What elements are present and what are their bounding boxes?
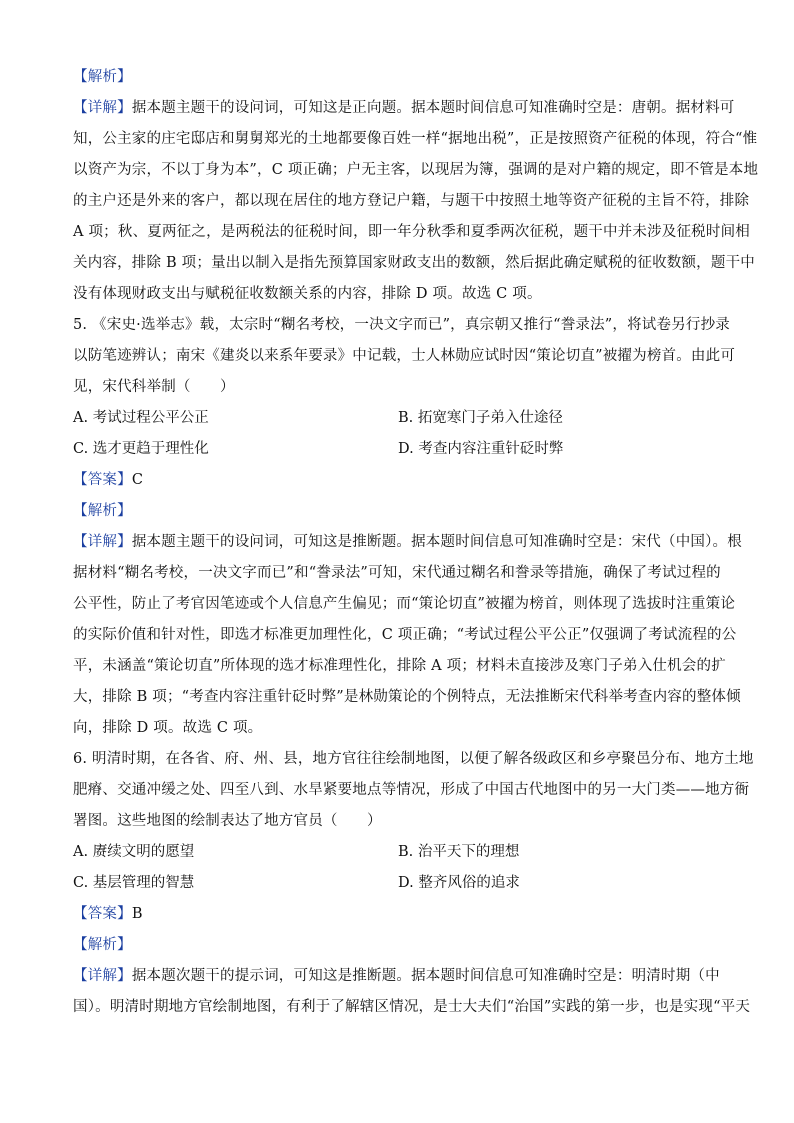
text-line: 国）。明清时期地方官绘制地图，有利于了解辖区情况，是士大夫们“治国”实践的第一步，也是实现“平天	[73, 999, 751, 1015]
q5-options-row	[73, 434, 723, 465]
q5-option-a: A. 考试过程公平公正	[73, 410, 209, 426]
q6-analysis-heading: 【解析】	[73, 937, 132, 953]
q5-stem-line: 以防笔迹辨认；南宋《建炎以来系年要录》中记载，士人林勋应试时因“策论切直”被擢为榜首。由此可	[73, 348, 736, 364]
text-line: 【详解】据本题主题干的设问词，可知这是推断题。据本题时间信息可知准确时空是：宋代（中国）。根	[73, 534, 742, 550]
document-page	[73, 62, 759, 1023]
q6-stem-line: 署图。这些地图的绘制表达了地方官员（ ）	[73, 813, 382, 829]
q5-option-d: D. 考查内容注重针砭时弊	[398, 441, 564, 457]
q6-answer: 【答案】B	[73, 906, 143, 922]
text-line: 的实际价值和针对性，即选才标准更加理性化，C 项正确；“考试过程公平公正”仅强调了考试流程的公	[73, 627, 737, 643]
text-line: 公平性，防止了考官因笔迹或个人信息产生偏见；而“策论切直”被擢为榜首，则体现了选拔时注重策论	[73, 596, 736, 612]
text-line: 向，排除 D 项。故选 C 项。	[73, 720, 263, 736]
detail-tag: 【详解】	[73, 534, 132, 550]
detail-tag: 【详解】	[73, 100, 132, 116]
q6-options-row	[73, 868, 723, 899]
text-line: 据材料“糊名考校，一决文字而已”和“誊录法”可知，宋代通过糊名和誊录等措施，确保了考试过程的	[73, 565, 721, 581]
q5-option-c: C. 选才更趋于理性化	[73, 441, 209, 457]
text-line: 【详解】据本题次题干的提示词，可知这是推断题。据本题时间信息可知准确时空是：明清时期（中	[73, 968, 720, 984]
detail-tag: 【详解】	[73, 968, 132, 984]
text-line: 平，未涵盖“策论切直”所体现的选才标准理性化，排除 A 项；材料未直接涉及寒门子弟入仕机会的扩	[73, 658, 726, 674]
text-line: 的主户还是外来的客户，都以现在居住的地方登记户籍，与题干中按照土地等资产征税的主旨不符，排除	[73, 193, 750, 209]
q5-analysis-heading: 【解析】	[73, 503, 132, 519]
question-6	[73, 744, 754, 1023]
text-line: 关内容，排除 B 项；量出以制入是指先预算国家财政支出的数额，然后据此确定赋税的征收数额，题干中	[73, 255, 755, 271]
analysis-heading: 【解析】	[73, 69, 132, 85]
q6-options-row	[73, 837, 723, 868]
q5-options-row	[73, 403, 723, 434]
q6-option-b: B. 治平天下的理想	[398, 844, 520, 860]
q6-stem-line: 肥瘠、交通冲缓之处、四至八到、水旱紧要地点等情况，形成了中国古代地图中的另一大门类——地方衙	[73, 782, 750, 798]
q6-option-c: C. 基层管理的智慧	[73, 875, 195, 891]
text-line: 知，公主家的庄宅邸店和舅舅郑光的土地都要像百姓一样“据地出税”，正是按照资产征税的体现，符合“惟	[73, 131, 758, 147]
text-line: 【详解】据本题主题干的设问词，可知这是正向题。据本题时间信息可知准确时空是：唐朝。据材料可	[73, 100, 735, 116]
q5-stem-line: 见，宋代科举制（ ）	[73, 379, 235, 395]
q5-stem-line: 5. 《宋史·选举志》载，太宗时“糊名考校，一决文字而已”，真宗朝又推行“誊录法”，将试卷另行抄录	[73, 317, 731, 333]
q5-answer: 【答案】C	[73, 472, 144, 488]
q5-option-b: B. 拓宽寒门子弟入仕途径	[398, 410, 563, 426]
text-line: 没有体现财政支出与赋税征收数额关系的内容，排除 D 项。故选 C 项。	[73, 286, 542, 302]
q6-stem-line: 6. 明清时期，在各省、府、州、县，地方官往往绘制地图，以便了解各级政区和乡亭聚邑分布、地方土地	[73, 751, 754, 767]
text-line: A 项；秋、夏两征之，是两税法的征税时间，即一年分秋季和夏季两次征税，题干中并未涉及征税时间相	[73, 224, 750, 240]
text-line: 大，排除 B 项；“考查内容注重针砭时弊”是林勋策论的个例特点，无法推断宋代科举考查内容的整体倾	[73, 689, 741, 705]
text-line: 以资产为宗，不以丁身为本”，C 项正确；户无主客，以现居为簿，强调的是对户籍的规定，即不管是本地	[73, 162, 759, 178]
question-5	[73, 310, 742, 744]
q6-option-a: A. 赓续文明的愿望	[73, 844, 195, 860]
q4-detail-paragraph	[73, 93, 759, 310]
q6-option-d: D. 整齐风俗的追求	[398, 875, 520, 891]
